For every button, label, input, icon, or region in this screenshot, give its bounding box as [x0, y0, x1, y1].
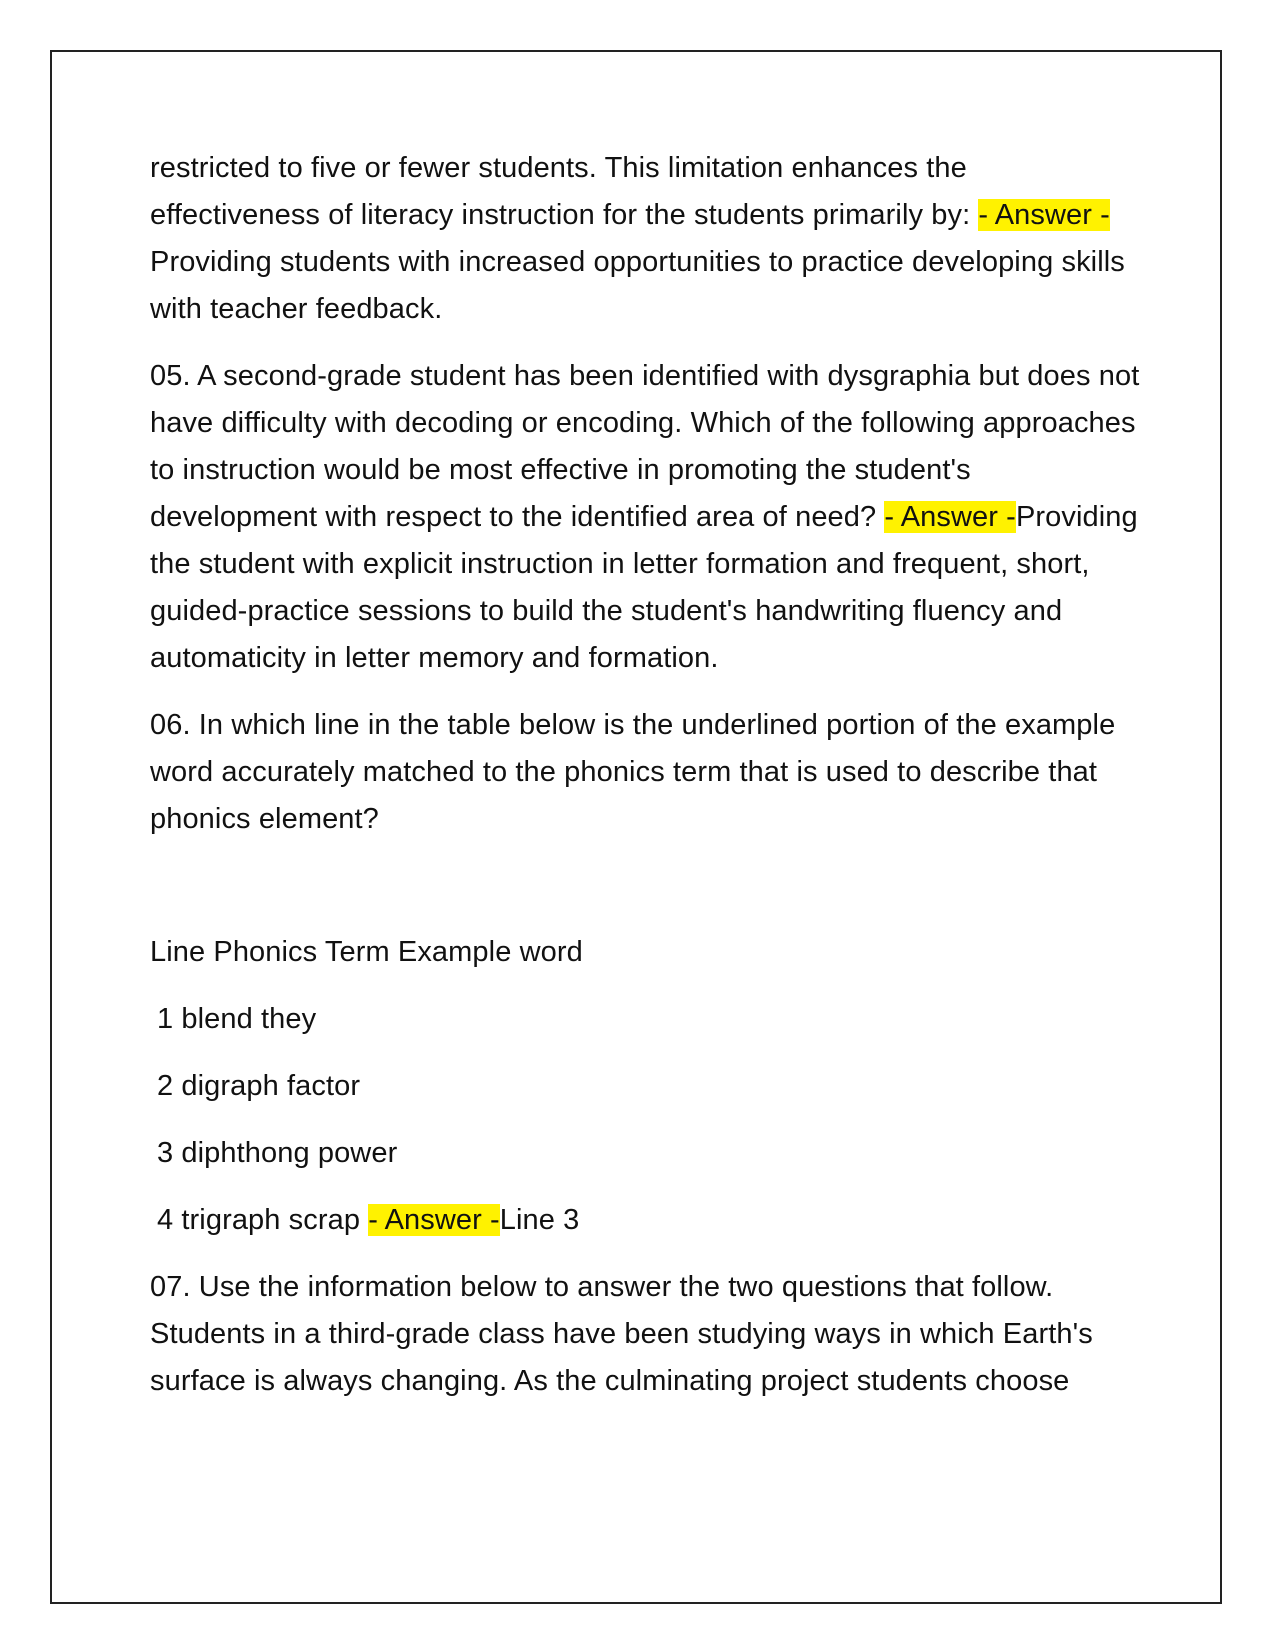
table-row: 1 blend they: [157, 1003, 317, 1035]
question-07: 07. Use the information below to answer the two questions that follow. Students in a third-grade class have been studying ways in which Earth's surface is always changing. As the culminating project students choose: [150, 1271, 1093, 1397]
question-text: restricted to five or fewer students. This limitation enhances the effectiveness of literacy instruction for the students primarily by:: [150, 152, 979, 231]
answer-text: Providing students with increased opportunities to practice developing skills with teacher feedback.: [150, 246, 1125, 325]
answer-marker: - Answer -: [368, 1204, 500, 1236]
answer-text: Providing the student with explicit instruction in letter formation and frequent, short, guided-practice sessions to build the student's handwriting fluency and automaticity in letter memory and formation.: [150, 501, 1138, 674]
table-row: 2 digraph factor: [157, 1070, 361, 1102]
question-text: 05. A second-grade student has been identified with dysgraphia but does not have difficulty with decoding or encoding. Which of the following approaches to instruction would be most effective in promoting the student's development with respect to the identified area of need?: [150, 360, 1140, 533]
question-06: 06. In which line in the table below is the underlined portion of the example word accurately matched to the phonics term that is used to describe that phonics element?: [150, 709, 1116, 835]
question-04-continued: [150, 145, 1140, 333]
document-body: [150, 145, 1140, 1405]
table-header: Line Phonics Term Example word: [150, 936, 583, 968]
table-row: 3 diphthong power: [157, 1137, 398, 1169]
answer-marker: - Answer -: [884, 501, 1016, 533]
answer-text: Line 3: [499, 1204, 580, 1236]
table-row-text: 4 trigraph scrap: [157, 1204, 369, 1236]
answer-marker: - Answer -: [978, 199, 1110, 231]
table-row-with-answer: [150, 1197, 1140, 1244]
question-05: [150, 353, 1140, 682]
